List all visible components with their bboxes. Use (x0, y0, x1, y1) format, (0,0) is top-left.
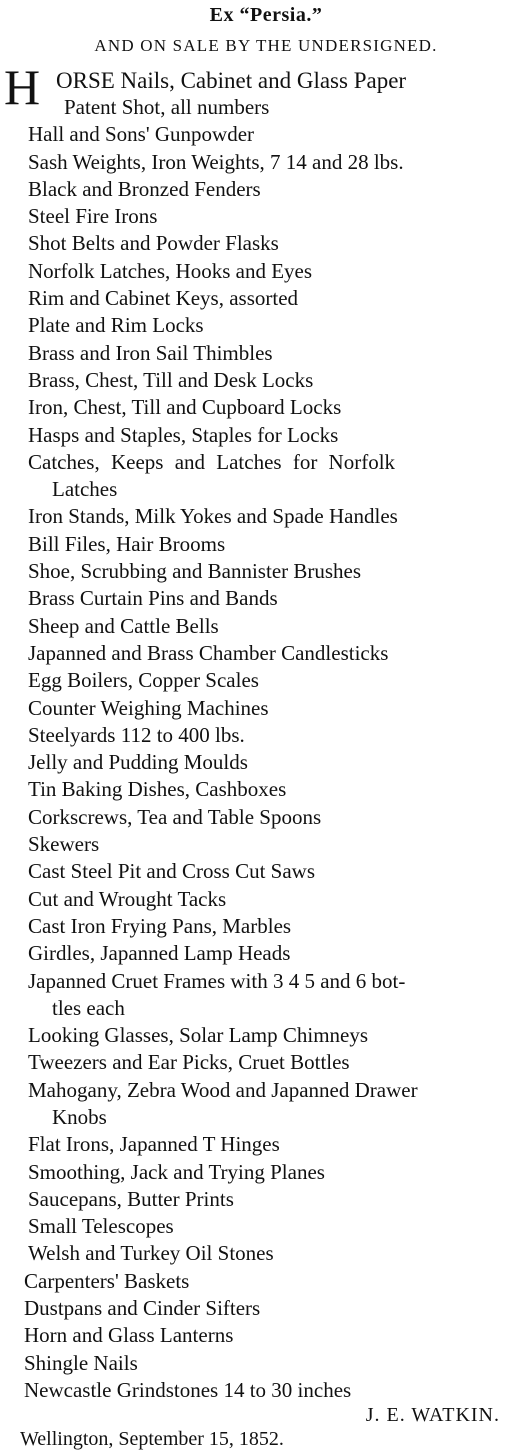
list-item: Hall and Sons' Gunpowder (28, 122, 255, 147)
list-item: Brass and Iron Sail Thimbles (28, 340, 273, 365)
list-item: Knobs (52, 1104, 107, 1129)
list-item: Carpenters' Baskets (24, 1268, 190, 1293)
list-item: Mahogany, Zebra Wood and Japanned Drawer (28, 1077, 418, 1102)
list-item: tles each (52, 995, 125, 1020)
ex-persia-heading: Ex “Persia.” (209, 4, 323, 26)
list-item: Girdles, Japanned Lamp Heads (28, 941, 291, 966)
drop-cap-letter: H (4, 59, 41, 115)
list-item: Flat Irons, Japanned T Hinges (28, 1132, 280, 1157)
list-item: Hasps and Staples, Staples for Locks (28, 422, 339, 447)
list-item: Iron Stands, Milk Yokes and Spade Handles (28, 504, 398, 529)
list-item: Shingle Nails (24, 1350, 138, 1375)
dateline: Wellington, September 15, 1852. (20, 1428, 284, 1450)
first-item-line: ORSE Nails, Cabinet and Glass Paper (56, 68, 407, 93)
list-item: Japanned and Brass Chamber Candlesticks (28, 640, 389, 665)
list-item: Saucepans, Butter Prints (28, 1186, 234, 1211)
list-item: Tin Baking Dishes, Cashboxes (28, 777, 287, 802)
list-item: Sheep and Cattle Bells (28, 613, 219, 638)
list-item: Jelly and Pudding Moulds (28, 750, 248, 775)
list-item: Tweezers and Ear Picks, Cruet Bottles (28, 1050, 350, 1075)
list-item: Sash Weights, Iron Weights, 7 14 and 28 lbs. (28, 149, 404, 174)
list-item: Welsh and Turkey Oil Stones (28, 1241, 274, 1266)
list-item: Latches (52, 477, 118, 502)
list-item: Counter Weighing Machines (28, 695, 269, 720)
list-item: Japanned Cruet Frames with 3 4 5 and 6 bot- (28, 968, 406, 993)
list-item: Shoe, Scrubbing and Bannister Brushes (28, 559, 362, 584)
list-item: Norfolk Latches, Hooks and Eyes (28, 258, 313, 283)
list-item: Cast Iron Frying Pans, Marbles (28, 913, 292, 938)
list-item: Cut and Wrought Tacks (28, 886, 227, 911)
list-item: Steel Fire Irons (28, 204, 158, 229)
list-item: Egg Boilers, Copper Scales (28, 668, 259, 693)
list-item: Newcastle Grindstones 14 to 30 inches (24, 1377, 352, 1402)
list-item: Corkscrews, Tea and Table Spoons (28, 804, 322, 829)
list-item: Smoothing, Jack and Trying Planes (28, 1159, 325, 1184)
list-item: Looking Glasses, Solar Lamp Chimneys (28, 1023, 369, 1048)
list-item: Bill Files, Hair Brooms (28, 531, 226, 556)
list-item: Steelyards 112 to 400 lbs. (28, 722, 245, 747)
list-item: Brass Curtain Pins and Bands (28, 586, 278, 611)
list-item: Plate and Rim Locks (28, 313, 204, 338)
list-item: Black and Bronzed Fenders (28, 176, 261, 201)
list-item: Small Telescopes (28, 1214, 174, 1239)
list-item: Rim and Cabinet Keys, assorted (28, 286, 299, 311)
goods-list (0, 94, 532, 1404)
list-item: Dustpans and Cinder Sifters (24, 1296, 261, 1321)
list-item: Cast Steel Pit and Cross Cut Saws (28, 859, 316, 884)
merchant-signature: J. E. WATKIN. (365, 1404, 500, 1426)
list-item: Patent Shot, all numbers (64, 95, 270, 119)
list-item: Horn and Glass Lanterns (24, 1323, 234, 1348)
list-item: Iron, Chest, Till and Cupboard Locks (28, 395, 342, 420)
list-item: Catches, Keeps and Latches for Norfolk (28, 449, 396, 474)
on-sale-subheading: AND ON SALE BY THE UNDERSIGNED. (94, 36, 438, 55)
list-item: Skewers (28, 832, 100, 857)
list-item: Brass, Chest, Till and Desk Locks (28, 367, 314, 392)
list-item: Shot Belts and Powder Flasks (28, 231, 279, 256)
